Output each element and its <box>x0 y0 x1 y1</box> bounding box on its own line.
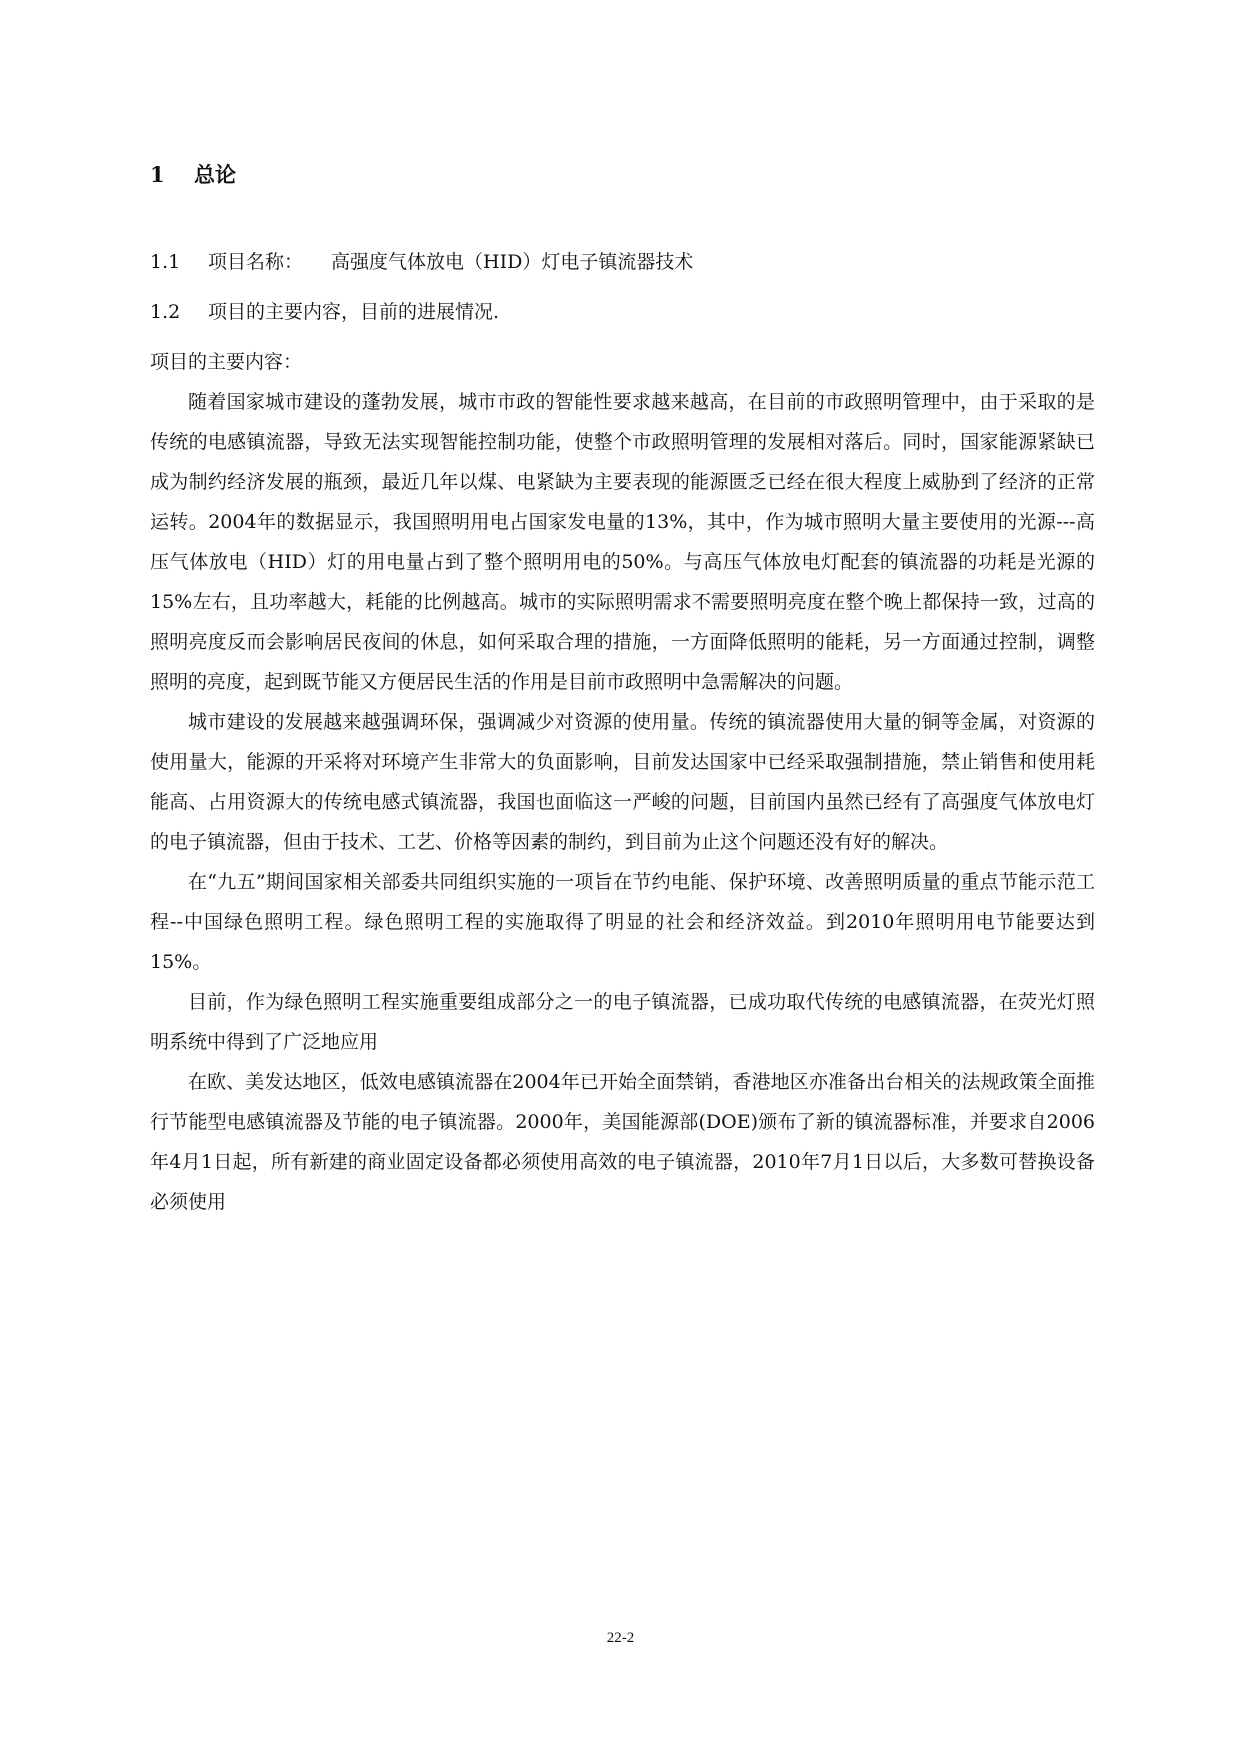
chapter-number: 1 <box>150 162 165 187</box>
chapter-heading <box>150 160 236 190</box>
paragraph: 城市建设的发展越来越强调环保，强调减少对资源的使用量。传统的镇流器使用大量的铜等金属，对资源的使用量大，能源的开采将对环境产生非常大的负面影响，目前发达国家中已经采取强制措施，禁止销售和使用耗能高、占用资源大的传统电感式镇流器，我国也面临这一严峻的问题，目前国内虽然已经有了高强度气体放电灯的电子镇流器，但由于技术、工艺、价格等因素的制约，到目前为止这个问题还没有好的解决。 <box>150 711 1095 853</box>
paragraph: 在欧、美发达地区，低效电感镇流器在2004年已开始全面禁销，香港地区亦准备出台相关的法规政策全面推行节能型电感镇流器及节能的电子镇流器。2000年，美国能源部(DOE)颁布了新的镇流器标准，并要求自2006年4月1日起，所有新建的商业固定设备都必须使用高效的电子镇流器，2010年7月1日以后，大多数可替换设备必须使用 <box>150 1071 1095 1213</box>
document-body <box>150 242 1095 1222</box>
paragraph: 目前，作为绿色照明工程实施重要组成部分之一的电子镇流器，已成功取代传统的电感镇流器，在荧光灯照明系统中得到了广泛地应用 <box>150 991 1095 1053</box>
section-label: 项目名称： <box>208 251 304 273</box>
section-number: 1.1 <box>150 251 181 273</box>
paragraph: 随着国家城市建设的蓬勃发展，城市市政的智能性要求越来越高，在目前的市政照明管理中，由于采取的是传统的电感镇流器，导致无法实现智能控制功能，使整个市政照明管理的发展相对落后。同时，国家能源紧缺已成为制约经济发展的瓶颈，最近几年以煤、电紧缺为主要表现的能源匮乏已经在很大程度上威胁到了经济的正常运转。2004年的数据显示，我国照明用电占国家发电量的13%，其中，作为城市照明大量主要使用的光源---高压气体放电（HID）灯的用电量占到了整个照明用电的50%。与高压气体放电灯配套的镇流器的功耗是光源的15%左右，且功率越大，耗能的比例越高。城市的实际照明需求不需要照明亮度在整个晚上都保持一致，过高的照明亮度反而会影响居民夜间的休息，如何采取合理的措施，一方面降低照明的能耗，另一方面通过控制，调整照明的亮度，起到既节能又方便居民生活的作用是目前市政照明中急需解决的问题。 <box>150 391 1095 693</box>
chapter-title-text: 总论 <box>194 162 236 187</box>
section-1-1 <box>150 242 1095 282</box>
section-text: 项目的主要内容，目前的进展情况. <box>208 301 500 323</box>
section-1-2 <box>150 292 1095 332</box>
main-content-label: 项目的主要内容： <box>150 351 303 373</box>
project-name: 高强度气体放电（HID）灯电子镇流器技术 <box>331 251 694 273</box>
page-number: 22-2 <box>606 1630 635 1646</box>
section-number: 1.2 <box>150 301 181 323</box>
paragraph: 在“九五”期间国家相关部委共同组织实施的一项旨在节约电能、保护环境、改善照明质量的重点节能示范工程--中国绿色照明工程。绿色照明工程的实施取得了明显的社会和经济效益。到2010年照明用电节能要达到15%。 <box>150 871 1095 973</box>
